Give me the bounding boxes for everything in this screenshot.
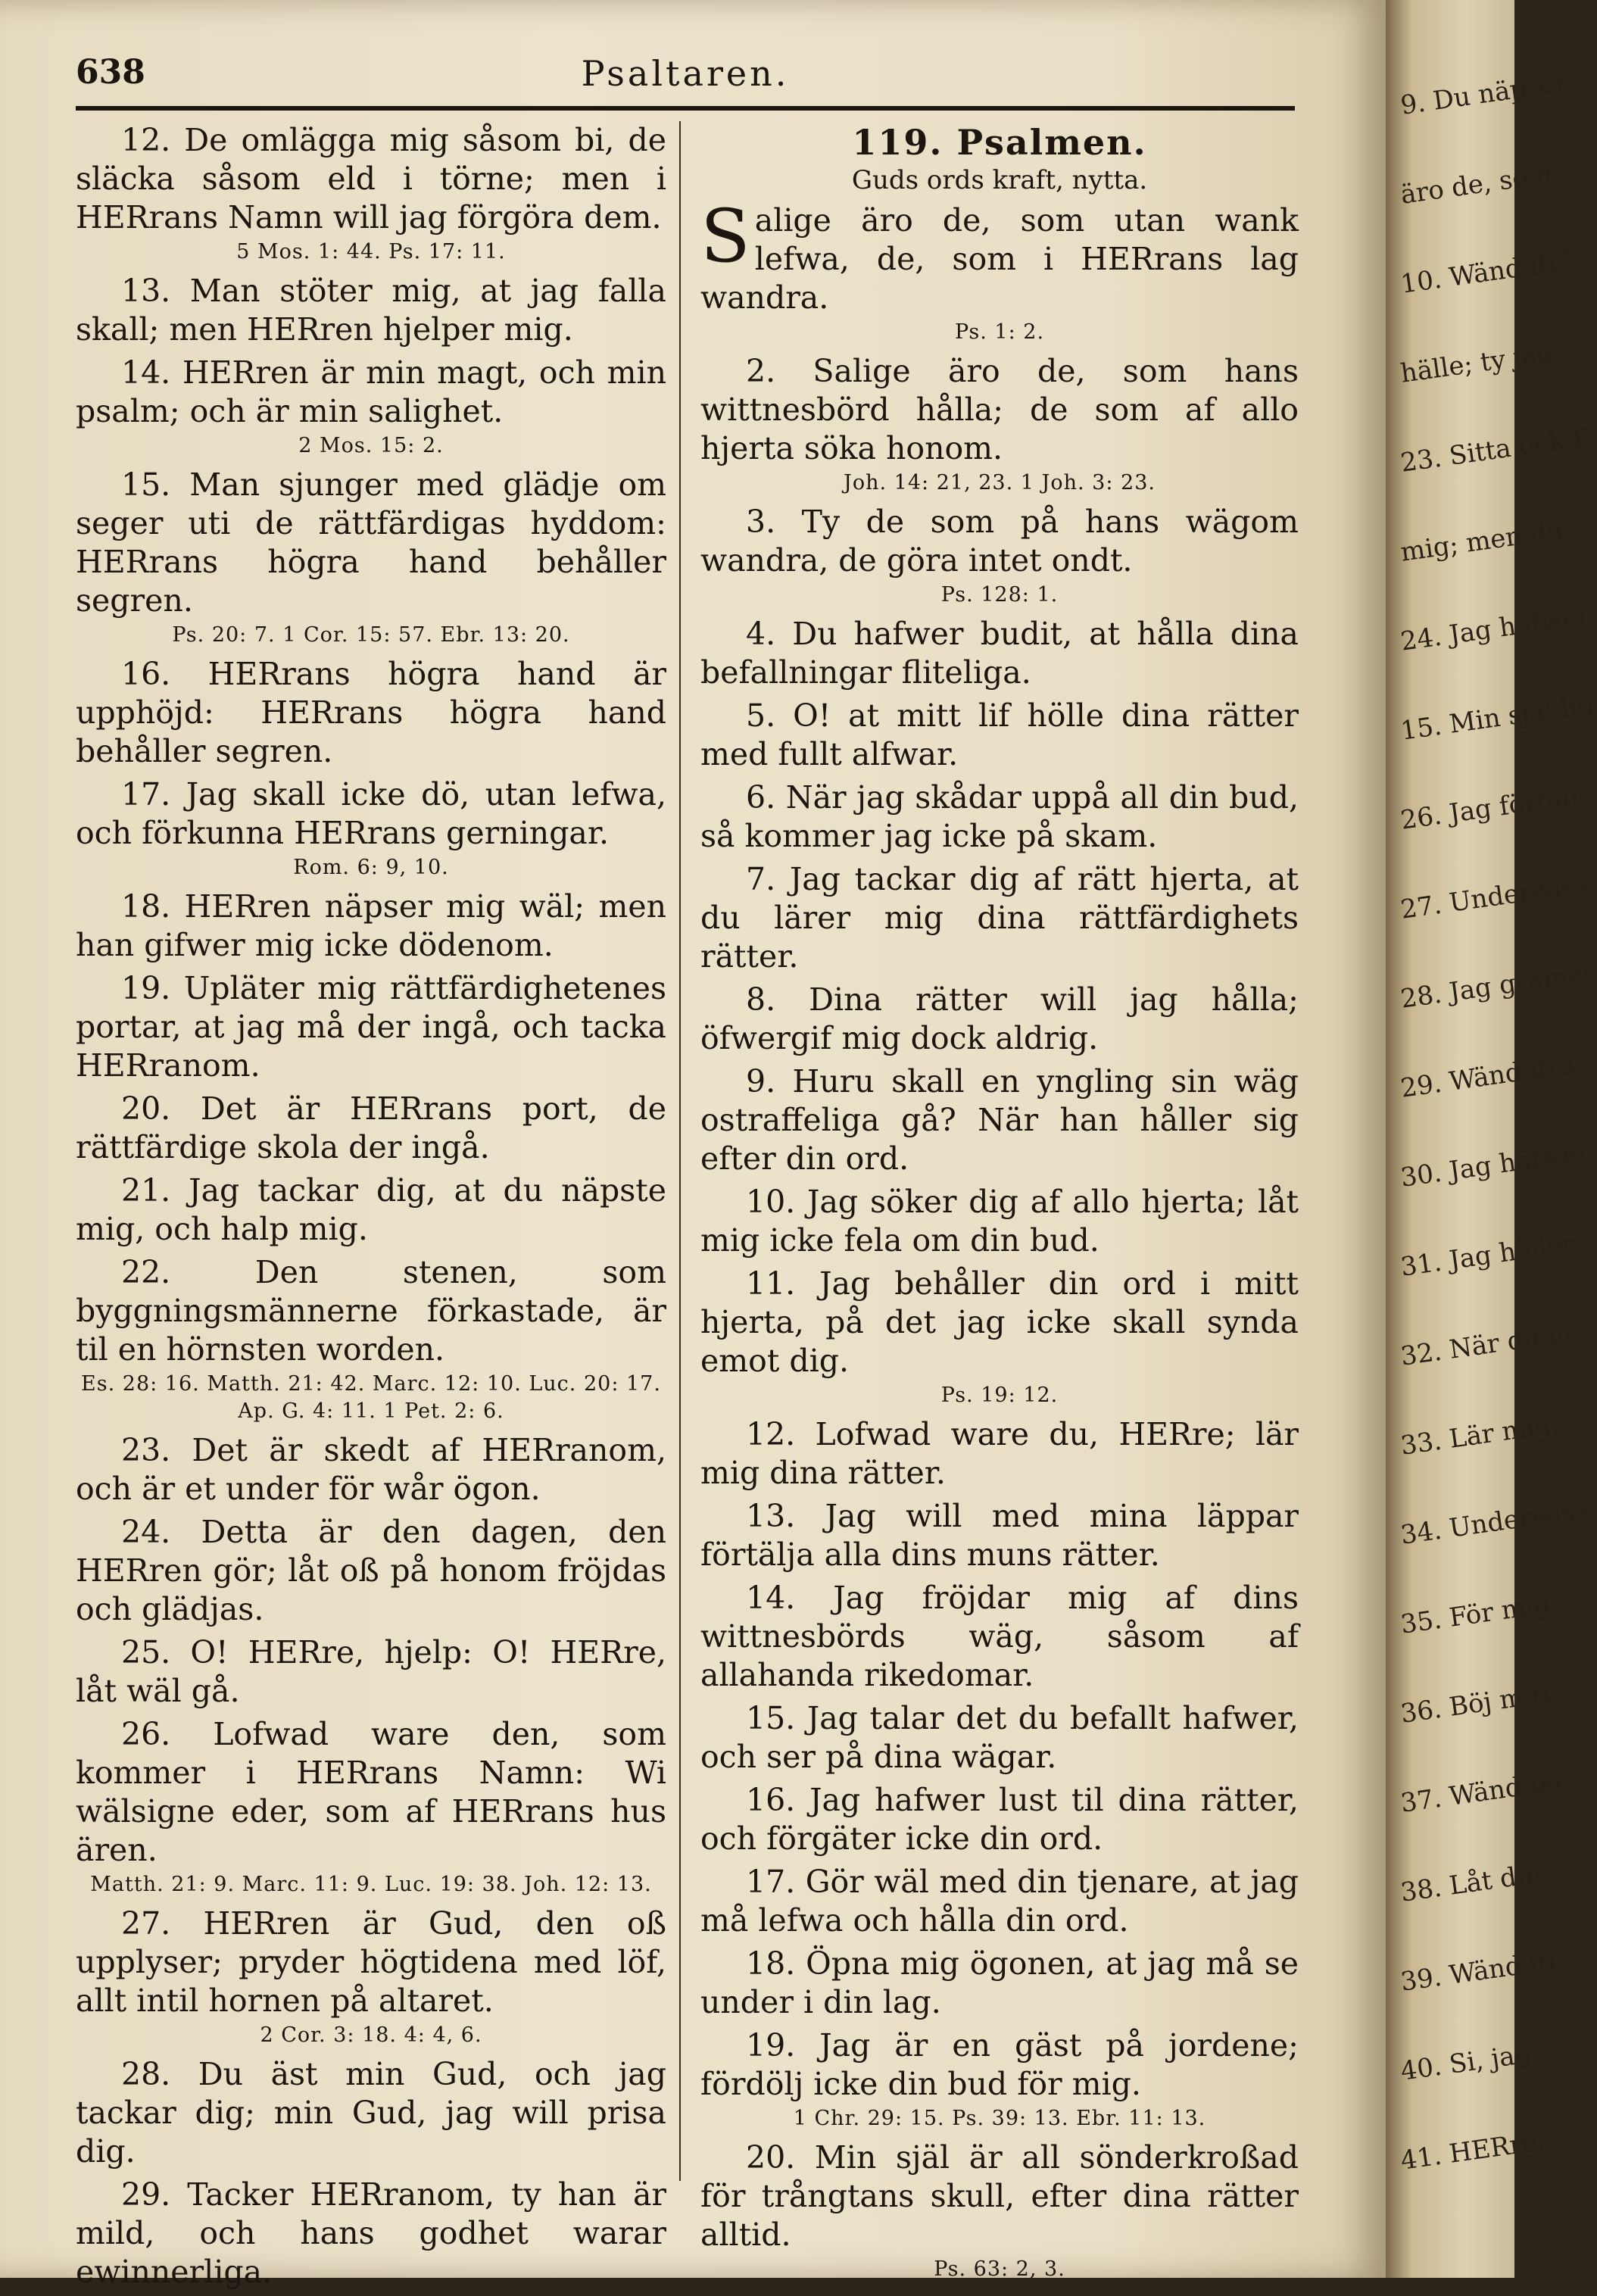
cross-reference: 2 Mos. 15: 2.: [298, 434, 444, 457]
verse-text: 11. Jag behåller din ord i mitt hjerta, på det jag icke skall synda emot dig.: [700, 1265, 1299, 1379]
facing-page-line: 35. För mig: [1399, 1589, 1552, 1640]
facing-page-line: 30. Jag hafwer: [1399, 1137, 1592, 1193]
facing-page-line: 32. När du m: [1399, 1318, 1575, 1372]
cross-reference: Matth. 21: 9. Marc. 11: 9. Luc. 19: 38. Joh. 12: 13.: [90, 1873, 652, 1896]
cross-reference: 1 Chr. 29: 15. Ps. 39: 13. Ebr. 11: 13.: [793, 2107, 1206, 2130]
facing-page-line: 29. Wänd ifrå: [1399, 1049, 1577, 1104]
cross-reference: Joh. 14: 21, 23. 1 Joh. 3: 23.: [844, 471, 1156, 494]
verse-text: 28. Du äst min Gud, och jag tackar dig; min Gud, jag will prisa dig.: [76, 2056, 666, 2170]
verse-text: 12. Lofwad ware du, HERre; lär mig dina rätter.: [700, 1416, 1299, 1491]
cross-reference: Ps. 128: 1.: [940, 583, 1059, 607]
verse-text: 7. Jag tackar dig af rätt hjerta, at du lärer mig dina rättfärdighets rätter.: [700, 861, 1299, 975]
facing-page-line: 28. Jag grämer: [1399, 957, 1597, 1015]
facing-page-line: hälle; ty jag: [1399, 338, 1555, 389]
verse-text: 5. O! at mitt lif hölle dina rätter med fullt alfwar.: [700, 697, 1299, 772]
facing-page-line: 33. Lär mig,: [1399, 1408, 1561, 1462]
verse-text: 16. Jag hafwer lust til dina rätter, och förgäter icke din ord.: [700, 1782, 1299, 1857]
facing-page-line: 39. Wänd ifr: [1399, 1945, 1562, 1998]
facing-page-edge: [1386, 0, 1597, 2278]
facing-page-line: mig; men din: [1399, 513, 1574, 568]
verse-text: 17. Jag skall icke dö, utan lefwa, och förkunna HERrans gerningar.: [76, 776, 666, 851]
verse-text: 13. Man stöter mig, at jag falla skall; men HERren hjelper mig.: [76, 273, 666, 348]
verse-text: 29. Tacker HERranom, ty han är mild, och hans godhet warar ewinnerliga.: [76, 2176, 666, 2290]
verse-text: 14. Jag fröjdar mig af dins wittnesbörds wäg, såsom af allahanda rikedomar.: [700, 1580, 1299, 1693]
verse-text: 20. Det är HERrans port, de rättfärdige skola der ingå.: [76, 1090, 666, 1165]
psalm-heading: 119. Psalmen.: [852, 122, 1147, 163]
verse-text: 21. Jag tackar dig, at du näpste mig, och halp mig.: [76, 1172, 666, 1247]
facing-page-line: 23. Sitta ock F: [1399, 422, 1592, 479]
verse-text: 25. O! HERre, hjelp: O! HERre, låt wäl gå.: [76, 1634, 666, 1709]
verse-text: 8. Dina rätter will jag hålla; öfwergif mig dock aldrig.: [700, 981, 1299, 1056]
cross-reference: Ps. 63: 2, 3.: [934, 2257, 1065, 2281]
verse-text: 12. De omlägga mig såsom bi, de släcka såsom eld i törne; men i HERrans Namn will jag förgöra dem.: [76, 122, 666, 236]
verse-text: 14. HERren är min magt, och min psalm; och är min salighet.: [76, 354, 666, 429]
facing-page-line: 38. Låt din: [1399, 1858, 1543, 1908]
verse-text: 9. Huru skall en yngling sin wäg ostraffeliga gå? När han håller sig efter din ord.: [700, 1063, 1299, 1177]
verse-text: 4. Du hafwer budit, at hålla dina befallningar fliteliga.: [700, 616, 1299, 691]
verse-text: 22. Den stenen, som byggningsmännerne förkastade, är til en hörnsten worden.: [76, 1254, 666, 1368]
column-divider: [679, 121, 681, 2181]
verse-text: 16. HERrans högra hand är upphöjd: HERrans högra hand behåller segren.: [76, 656, 666, 769]
verse-text: 18. Öpna mig ögonen, at jag må se under i din lag.: [700, 1945, 1299, 2020]
verse-text: 2. Salige äro de, som hans wittnesbörd hålla; de som af allo hjerta söka honom.: [700, 353, 1299, 466]
page-number: 638: [76, 53, 145, 92]
facing-page-line: 24. Jag hafwer: [1399, 601, 1592, 657]
facing-page-line: 34. Underwisa: [1399, 1494, 1592, 1551]
verse-text: 23. Det är skedt af HERranom, och är et under för wår ögon.: [76, 1432, 666, 1507]
cross-reference: Ps. 20: 7. 1 Cor. 15: 57. Ebr. 13: 20.: [172, 623, 570, 647]
cross-reference: Rom. 6: 9, 10.: [293, 856, 449, 879]
facing-page-line: 36. Böj mitt: [1399, 1678, 1555, 1730]
verse-text: 17. Gör wäl med din tjenare, at jag må lefwa och hålla din ord.: [700, 1864, 1299, 1939]
cross-reference: Ps. 19: 12.: [940, 1384, 1059, 1407]
verse-text: 10. Jag söker dig af allo hjerta; låt mig icke fela om din bud.: [700, 1184, 1299, 1259]
cross-reference: 5 Mos. 1: 44. Ps. 17: 11.: [236, 240, 506, 264]
facing-page-line: 9. Du näpser: [1399, 67, 1569, 121]
right-column: [700, 121, 1299, 2289]
verse-text: 19. Jag är en gäst på jordene; fördölj icke din bud för mig.: [700, 2027, 1299, 2102]
facing-page-line: 37. Wänd bo: [1399, 1766, 1564, 1819]
verse-text: 19. Upläter mig rättfärdighetenes portar, at jag må der ingå, och tacka HERranom.: [76, 970, 666, 1084]
facing-page-line: 15. Min själ lig: [1399, 689, 1596, 747]
facing-page-line: 40. Si, jag: [1399, 2039, 1533, 2087]
verse-text: 15. Man sjunger med glädje om seger uti de rättfärdigas hyddom: HERrans högra hand behåller segren.: [76, 466, 666, 619]
facing-page-line: 26. Jag förtälje: [1399, 778, 1595, 836]
verse-text: 18. HERren näpser mig wäl; men han gifwer mig icke dödenom.: [76, 888, 666, 963]
cross-reference: Ps. 1: 2.: [954, 320, 1045, 344]
facing-page-line: äro de, som: [1399, 159, 1555, 211]
verse-text: 15. Jag talar det du befallt hafwer, och ser på dina wägar.: [700, 1700, 1299, 1775]
verse-text: 3. Ty de som på hans wägom wandra, de göra intet ondt.: [700, 504, 1299, 579]
facing-page-line: 41. HERre,: [1399, 2126, 1548, 2176]
facing-page-line: 27. Underwisa: [1399, 869, 1592, 925]
header-rule: [76, 106, 1295, 111]
verse-text: 26. Lofwad ware den, som kommer i HERrans Namn: Wi wälsigne eder, som af HERrans hus ären.: [76, 1716, 666, 1868]
facing-page-line: 31. Jag håller: [1399, 1228, 1577, 1283]
page-header: [76, 53, 1295, 98]
facing-page-line: 10. Wänd ifrå: [1399, 245, 1577, 300]
cross-reference: 2 Cor. 3: 18. 4: 4, 6.: [260, 2023, 482, 2047]
verse-text: Salige äro de, som utan wank lefwa, de, som i HERrans lag wandra.: [700, 194, 1299, 316]
cross-reference: Es. 28: 16. Matth. 21: 42. Marc. 12: 10. Luc. 20: 17. Ap. G. 4: 11. 1 Pet. 2: 6.: [81, 1372, 661, 1423]
psalm-subtitle: Guds ords kraft, nytta.: [851, 165, 1148, 195]
left-column: [76, 121, 666, 2296]
running-title: Psaltaren.: [581, 53, 790, 94]
verse-text: 20. Min själ är all sönderkroßad för trångtans skull, efter dina rätter alltid.: [700, 2139, 1299, 2253]
verse-text: 13. Jag will med mina läppar förtälja alla dins muns rätter.: [700, 1498, 1299, 1573]
verse-text: 24. Detta är den dagen, den HERren gör; låt oß på honom fröjdas och glädjas.: [76, 1514, 666, 1627]
verse-text: 27. HERren är Gud, den oß upplyser; pryder högtidena med löf, allt intil hornen på altaret.: [76, 1905, 666, 2019]
verse-text: 6. När jag skådar uppå all din bud, så kommer jag icke på skam.: [700, 779, 1299, 854]
